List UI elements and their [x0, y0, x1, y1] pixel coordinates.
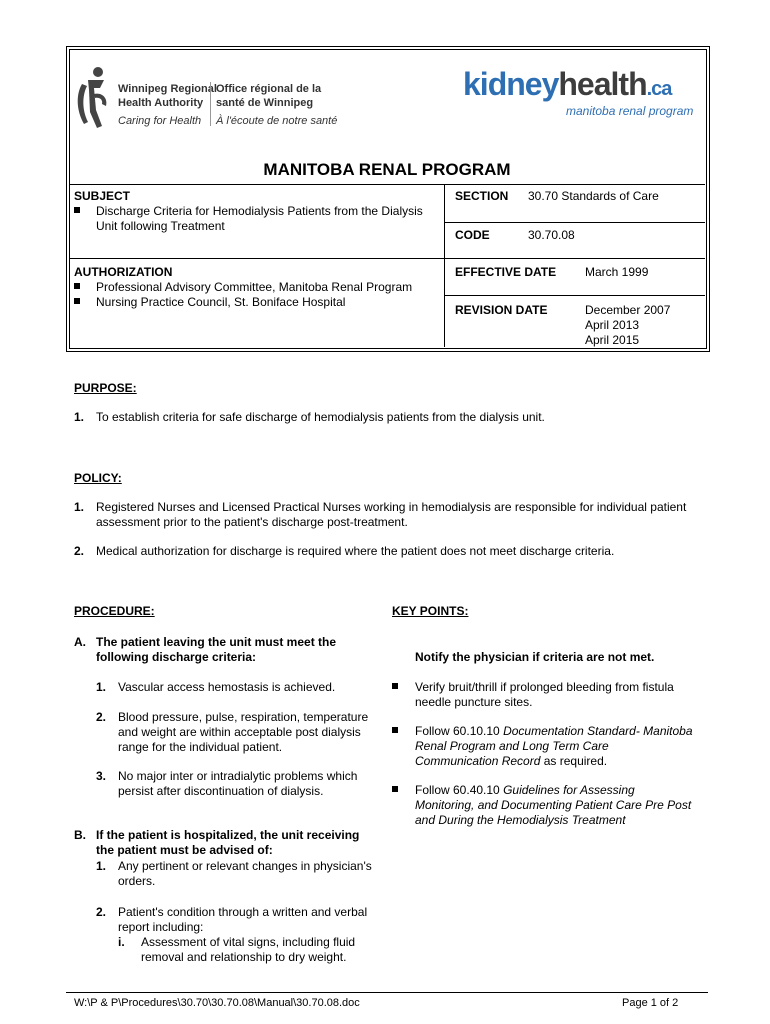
kidneyhealth-health: health [558, 66, 647, 102]
b-item-1-line2: orders. [118, 874, 156, 888]
a-item-3-num: 3. [96, 769, 107, 783]
kidneyhealth-subtitle: manitoba renal program [566, 104, 694, 118]
policy-text-2: Medical authorization for discharge is required where the patient does not meet discharge criteria. [96, 544, 615, 558]
b-item-2-num: 2. [96, 905, 107, 919]
a-item-3-line2: persist after discontinuation of dialysis. [118, 784, 324, 798]
a-item-2-line2: and weight are within acceptable post dialysis [118, 725, 361, 739]
code-label: CODE [455, 228, 490, 242]
effective-date-value: March 1999 [585, 265, 649, 279]
page-title: MANITOBA RENAL PROGRAM [263, 160, 511, 179]
bullet-icon [392, 683, 398, 689]
b-item-1-line1: Any pertinent or relevant changes in physician's [118, 859, 372, 873]
bullet-icon [74, 298, 80, 304]
a-item-1-line1: Vascular access hemostasis is achieved. [118, 680, 336, 694]
policy-text-1-line1: Registered Nurses and Licensed Practical Nurses working in hemodialysis are responsible for individual patient [96, 500, 687, 514]
footer-file-path: W:\P & P\Procedures\30.70\30.70.08\Manual\30.70.08.doc [74, 997, 360, 1009]
section-value: 30.70 Standards of Care [528, 189, 659, 203]
a-item-3-line1: No major inter or intradialytic problems which [118, 769, 358, 783]
procedure-b-line2: the patient must be advised of: [96, 843, 273, 857]
key-item-3-line3: and During the Hemodialysis Treatment [415, 813, 626, 827]
bullet-icon [74, 283, 80, 289]
policy-heading: POLICY: [74, 471, 122, 485]
key-item-1-line1: Verify bruit/thrill if prolonged bleeding from fistula [415, 680, 674, 694]
header-table-divider [444, 184, 445, 347]
subject-label: SUBJECT [74, 189, 131, 203]
wrha-name-line1: Winnipeg Regional [118, 83, 217, 95]
b-item-2-line1: Patient's condition through a written and verbal [118, 905, 368, 919]
b-sub-line1: Assessment of vital signs, including fluid [141, 935, 356, 949]
header-table-line-mid [69, 258, 705, 259]
a-item-2-line3: range for the individual patient. [118, 740, 283, 754]
b-sub-line2: removal and relationship to dry weight. [141, 950, 347, 964]
authorization-item-1: Professional Advisory Committee, Manitoba Renal Program [74, 280, 412, 294]
key-item-2-bullet [392, 724, 398, 738]
effective-date-label: EFFECTIVE DATE [455, 265, 557, 279]
key-item-2-line2: Renal Program and Long Term Care [415, 739, 609, 753]
a-item-2-line1: Blood pressure, pulse, respiration, temperature [118, 710, 369, 724]
wrha-name-line2: Health Authority [118, 97, 204, 109]
policy-num-2: 2. [74, 544, 85, 558]
header-table-line-effective [444, 295, 705, 296]
section-label: SECTION [455, 189, 509, 203]
authorization-item-2: Nursing Practice Council, St. Boniface Hospital [74, 295, 345, 309]
a-item-1-num: 1. [96, 680, 107, 694]
bullet-icon [392, 727, 398, 733]
key-points-heading: KEY POINTS: [392, 604, 469, 618]
purpose-heading: PURPOSE: [74, 381, 137, 395]
authorization-label: AUTHORIZATION [74, 265, 173, 279]
wrha-tagline: Caring for Health [118, 115, 202, 127]
b-sub-num: i. [118, 935, 125, 949]
revision-date-1: December 2007 [585, 303, 671, 317]
revision-date-3: April 2015 [585, 333, 640, 347]
subject-text-line2: Unit following Treatment [96, 219, 225, 233]
b-item-1-num: 1. [96, 859, 107, 873]
header-table-top-line [69, 184, 705, 185]
kidneyhealth-kidney: kidney [463, 66, 559, 102]
b-item-2-line2: report including: [118, 920, 204, 934]
procedure-b-line1: If the patient is hospitalized, the unit receiving [96, 828, 360, 842]
key-item-2-line3: Communication Record as required. [415, 754, 608, 768]
procedure-a-line1: The patient leaving the unit must meet the [96, 635, 337, 649]
wrha-fr-line1: Office régional de la [216, 83, 322, 95]
bullet-icon [392, 786, 398, 792]
policy-text-1-line2: assessment prior to the patient's discharge post-treatment. [96, 515, 408, 529]
a-item-2-num: 2. [96, 710, 107, 724]
revision-date-label: REVISION DATE [455, 303, 548, 317]
purpose-num: 1. [74, 410, 85, 424]
purpose-text: To establish criteria for safe discharge of hemodialysis patients from the dialysis unit. [96, 410, 545, 424]
key-item-2-line1: Follow 60.10.10 Documentation Standard- Manitoba [415, 724, 693, 738]
wrha-divider [210, 82, 211, 126]
code-value: 30.70.08 [528, 228, 575, 242]
policy-num-1: 1. [74, 500, 85, 514]
subject-text-line1: Discharge Criteria for Hemodialysis Patients from the Dialysis [74, 204, 423, 218]
key-item-1-line2: needle puncture sites. [415, 695, 533, 709]
key-item-3-bullet [392, 783, 398, 797]
wrha-fr-tagline: À l'écoute de notre santé [216, 115, 338, 127]
key-item-3-line2: Monitoring, and Documenting Patient Care Pre Post [415, 798, 692, 812]
kidneyhealth-logo [463, 66, 671, 103]
header-table-line-section [444, 222, 705, 223]
footer-page-number: Page 1 of 2 [622, 997, 679, 1009]
key-item-1-bullet [392, 680, 398, 694]
wrha-fr-line2: santé de Winnipeg [216, 97, 314, 109]
footer-divider [66, 992, 708, 993]
kidneyhealth-ca: .ca [646, 78, 672, 100]
procedure-heading: PROCEDURE: [74, 604, 155, 618]
procedure-a-letter: A. [74, 635, 86, 649]
key-notify: Notify the physician if criteria are not met. [415, 650, 655, 664]
wrha-logo-figure-icon [74, 66, 110, 130]
procedure-b-letter: B. [74, 828, 86, 842]
bullet-icon [74, 207, 80, 213]
key-item-3-line1: Follow 60.40.10 Guidelines for Assessing [415, 783, 635, 797]
revision-date-2: April 2013 [585, 318, 640, 332]
procedure-a-line2: following discharge criteria: [96, 650, 257, 664]
